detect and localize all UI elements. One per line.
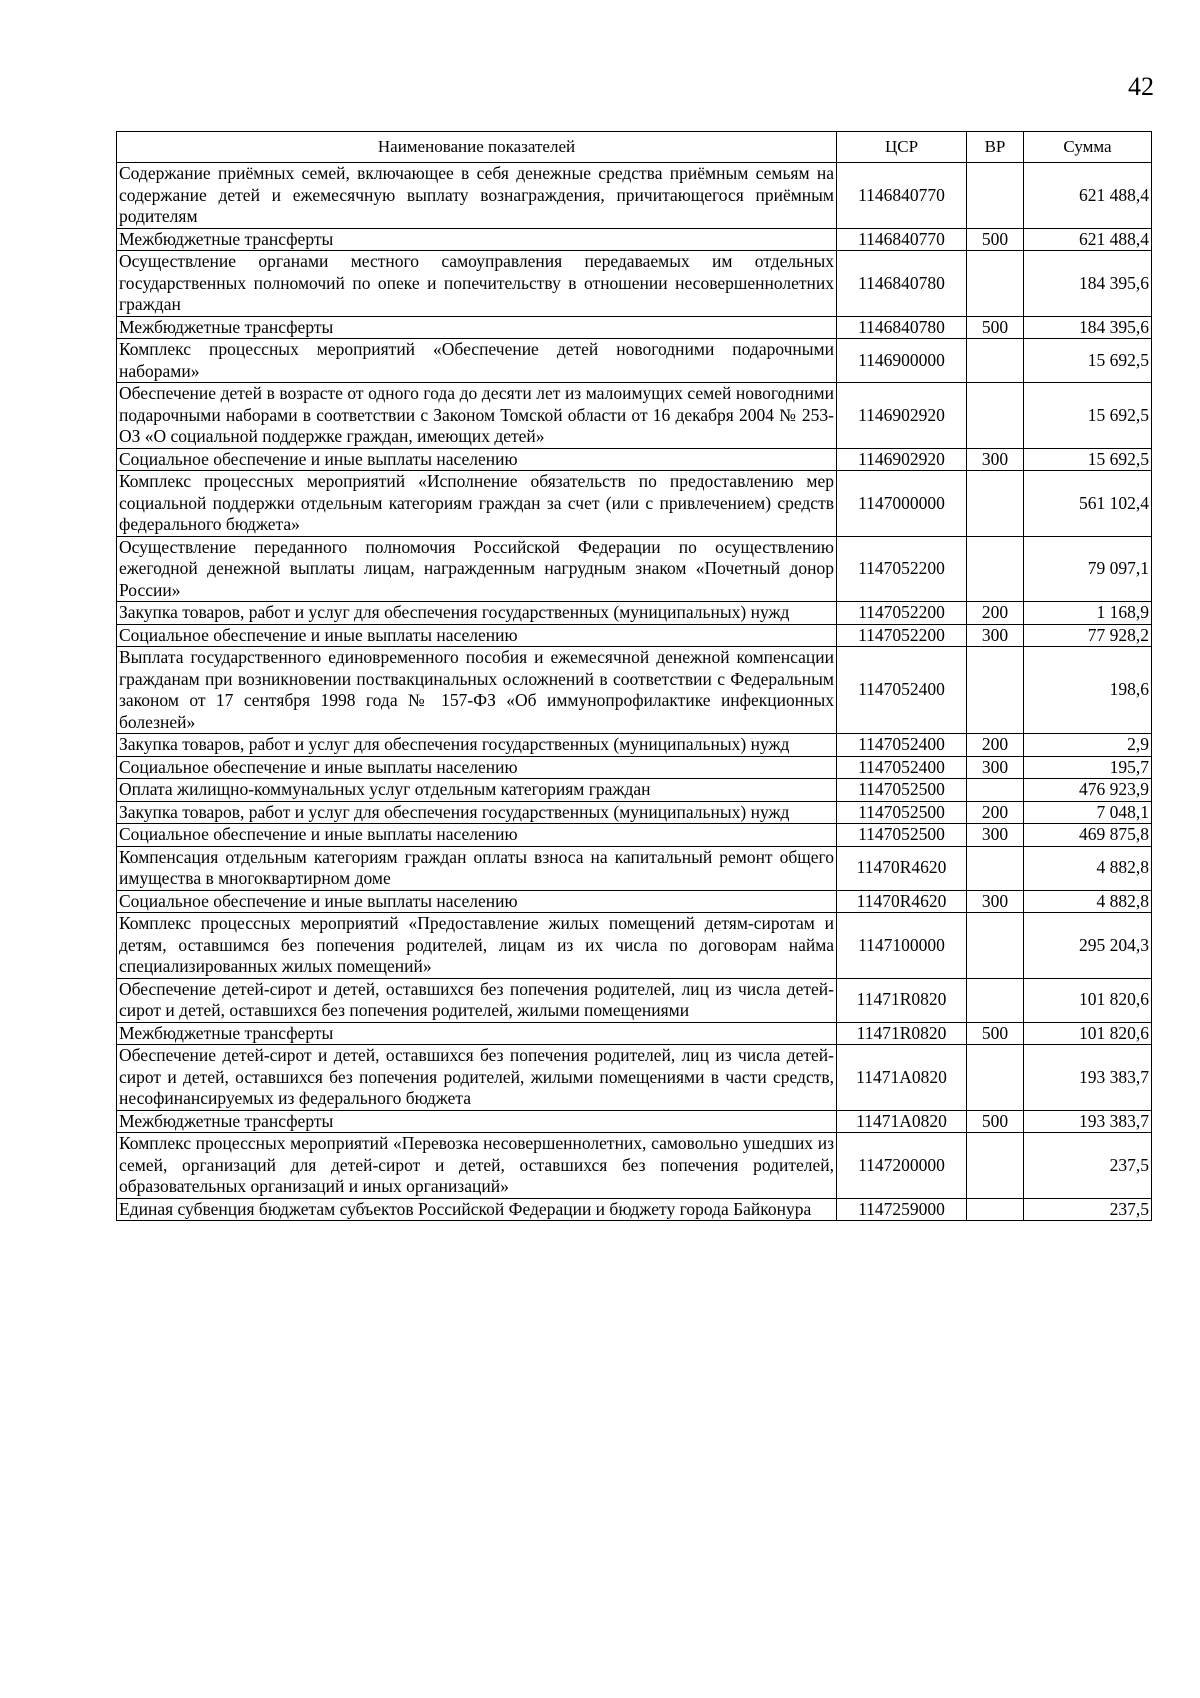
cell-vr: 300: [967, 448, 1024, 471]
cell-name: Обеспечение детей-сирот и детей, оставшихся без попечения родителей, лиц из числа детей-сирот и детей, оставшихся без попечения родителей, жилыми помещениями в части средств, несофинансируемых из федерального бюджета: [117, 1045, 837, 1111]
table-row: [117, 624, 1152, 647]
cell-sum: 4 882,8: [1024, 846, 1152, 890]
cell-name: Межбюджетные трансферты: [117, 1110, 837, 1133]
cell-sum: 15 692,5: [1024, 448, 1152, 471]
cell-name: Комплекс процессных мероприятий «Обеспечение детей новогодними подарочными наборами»: [117, 339, 837, 383]
cell-csr: 1147052500: [837, 824, 967, 847]
cell-csr: 1147100000: [837, 913, 967, 979]
cell-vr: 300: [967, 824, 1024, 847]
cell-csr: 11471A0820: [837, 1045, 967, 1111]
table-row: [117, 1110, 1152, 1133]
page-number: 42: [1128, 72, 1154, 101]
cell-vr: 300: [967, 890, 1024, 913]
cell-name: Закупка товаров, работ и услуг для обеспечения государственных (муниципальных) нужд: [117, 734, 837, 757]
cell-csr: 1146840780: [837, 251, 967, 317]
cell-csr: 11471R0820: [837, 978, 967, 1022]
cell-sum: 237,5: [1024, 1133, 1152, 1199]
cell-vr: 500: [967, 316, 1024, 339]
table-row: [117, 602, 1152, 625]
cell-sum: 184 395,6: [1024, 316, 1152, 339]
cell-name: Обеспечение детей в возрасте от одного года до десяти лет из малоимущих семей новогодними подарочными наборами в соответствии с Законом Томской области от 16 декабря 2004 № 253-ОЗ «О социальной поддержке граждан, имеющих детей»: [117, 383, 837, 449]
cell-vr: [967, 339, 1024, 383]
cell-vr: 300: [967, 756, 1024, 779]
cell-vr: [967, 383, 1024, 449]
cell-csr: 11471A0820: [837, 1110, 967, 1133]
cell-sum: 237,5: [1024, 1198, 1152, 1221]
header-name: Наименование показателей: [117, 132, 837, 163]
cell-sum: 193 383,7: [1024, 1110, 1152, 1133]
cell-vr: [967, 1133, 1024, 1199]
cell-name: Социальное обеспечение и иные выплаты населению: [117, 448, 837, 471]
cell-csr: 1147259000: [837, 1198, 967, 1221]
cell-sum: 469 875,8: [1024, 824, 1152, 847]
cell-vr: [967, 846, 1024, 890]
cell-vr: [967, 779, 1024, 802]
cell-csr: 1146900000: [837, 339, 967, 383]
cell-name: Межбюджетные трансферты: [117, 228, 837, 251]
header-sum: Сумма: [1024, 132, 1152, 163]
cell-vr: [967, 1045, 1024, 1111]
cell-sum: 77 928,2: [1024, 624, 1152, 647]
table-row: [117, 756, 1152, 779]
cell-csr: 1146840770: [837, 163, 967, 229]
cell-vr: 500: [967, 228, 1024, 251]
cell-csr: 11471R0820: [837, 1022, 967, 1045]
cell-name: Выплата государственного единовременного пособия и ежемесячной денежной компенсации гражданам при возникновении поствакцинальных осложнений в соответствии с Федеральным законом от 17 сентября 1998 года № 157-ФЗ «Об иммунопрофилактике инфекционных болезней»: [117, 647, 837, 734]
cell-vr: [967, 163, 1024, 229]
cell-sum: 621 488,4: [1024, 163, 1152, 229]
cell-name: Социальное обеспечение и иные выплаты населению: [117, 756, 837, 779]
cell-sum: 198,6: [1024, 647, 1152, 734]
cell-name: Социальное обеспечение и иные выплаты населению: [117, 824, 837, 847]
cell-vr: [967, 471, 1024, 537]
cell-sum: 295 204,3: [1024, 913, 1152, 979]
cell-name: Закупка товаров, работ и услуг для обеспечения государственных (муниципальных) нужд: [117, 602, 837, 625]
cell-vr: [967, 647, 1024, 734]
cell-sum: 4 882,8: [1024, 890, 1152, 913]
cell-name: Единая субвенция бюджетам субъектов Российской Федерации и бюджету города Байконура: [117, 1198, 837, 1221]
cell-name: Оплата жилищно-коммунальных услуг отдельным категориям граждан: [117, 779, 837, 802]
cell-csr: 1147052400: [837, 734, 967, 757]
table-row: [117, 316, 1152, 339]
table-row: [117, 913, 1152, 979]
cell-name: Социальное обеспечение и иные выплаты населению: [117, 624, 837, 647]
cell-csr: 1147052500: [837, 801, 967, 824]
cell-sum: 561 102,4: [1024, 471, 1152, 537]
table-row: [117, 890, 1152, 913]
cell-vr: 300: [967, 624, 1024, 647]
table-row: [117, 1045, 1152, 1111]
cell-sum: 621 488,4: [1024, 228, 1152, 251]
table-row: [117, 1022, 1152, 1045]
cell-csr: 1147052200: [837, 536, 967, 602]
cell-name: Комплекс процессных мероприятий «Перевозка несовершеннолетних, самовольно ушедших из семей, организаций для детей-сирот и детей, оставшихся без попечения родителей, образовательных организаций и иных организаций»: [117, 1133, 837, 1199]
cell-csr: 1147052400: [837, 756, 967, 779]
table-row: [117, 339, 1152, 383]
cell-name: Осуществление переданного полномочия Российской Федерации по осуществлению ежегодной денежной выплаты лицам, награжденным нагрудным знаком «Почетный донор России»: [117, 536, 837, 602]
cell-name: Закупка товаров, работ и услуг для обеспечения государственных (муниципальных) нужд: [117, 801, 837, 824]
table-body: [117, 163, 1152, 1221]
cell-vr: 200: [967, 734, 1024, 757]
table-row: [117, 801, 1152, 824]
table-row: [117, 448, 1152, 471]
cell-vr: [967, 536, 1024, 602]
cell-name: Комплекс процессных мероприятий «Исполнение обязательств по предоставлению мер социальной поддержки отдельным категориям граждан за счет (или с привлечением) средств федерального бюджета»: [117, 471, 837, 537]
cell-sum: 101 820,6: [1024, 978, 1152, 1022]
cell-name: Обеспечение детей-сирот и детей, оставшихся без попечения родителей, лиц из числа детей-сирот и детей, оставшихся без попечения родителей, жилыми помещениями: [117, 978, 837, 1022]
cell-vr: 500: [967, 1110, 1024, 1133]
cell-name: Социальное обеспечение и иные выплаты населению: [117, 890, 837, 913]
cell-sum: 2,9: [1024, 734, 1152, 757]
cell-sum: 15 692,5: [1024, 339, 1152, 383]
cell-csr: 11470R4620: [837, 846, 967, 890]
cell-name: Содержание приёмных семей, включающее в себя денежные средства приёмным семьям на содержание детей и ежемесячную выплату вознаграждения, причитающегося приёмным родителям: [117, 163, 837, 229]
table-row: [117, 228, 1152, 251]
table-row: [117, 978, 1152, 1022]
cell-sum: 476 923,9: [1024, 779, 1152, 802]
cell-csr: 1146902920: [837, 448, 967, 471]
table-row: [117, 1133, 1152, 1199]
cell-name: Осуществление органами местного самоуправления передаваемых им отдельных государственных полномочий по опеке и попечительству в отношении несовершеннолетних граждан: [117, 251, 837, 317]
cell-sum: 193 383,7: [1024, 1045, 1152, 1111]
cell-csr: 1147052200: [837, 624, 967, 647]
header-csr: ЦСР: [837, 132, 967, 163]
table-row: [117, 647, 1152, 734]
table-row: [117, 471, 1152, 537]
cell-name: Межбюджетные трансферты: [117, 1022, 837, 1045]
cell-csr: 1147000000: [837, 471, 967, 537]
table-row: [117, 779, 1152, 802]
cell-vr: 500: [967, 1022, 1024, 1045]
table-row: [117, 383, 1152, 449]
cell-vr: 200: [967, 602, 1024, 625]
table-row: [117, 251, 1152, 317]
cell-vr: [967, 1198, 1024, 1221]
cell-name: Компенсация отдельным категориям граждан оплаты взноса на капитальный ремонт общего имущества в многоквартирном доме: [117, 846, 837, 890]
cell-sum: 79 097,1: [1024, 536, 1152, 602]
cell-csr: 1146840780: [837, 316, 967, 339]
cell-csr: 1147200000: [837, 1133, 967, 1199]
cell-name: Комплекс процессных мероприятий «Предоставление жилых помещений детям-сиротам и детям, оставшимся без попечения родителей, лицам из их числа по договорам найма специализированных жилых помещений»: [117, 913, 837, 979]
table-row: [117, 846, 1152, 890]
cell-csr: 1147052400: [837, 647, 967, 734]
table-row: [117, 824, 1152, 847]
cell-csr: 11470R4620: [837, 890, 967, 913]
table-row: [117, 163, 1152, 229]
cell-sum: 195,7: [1024, 756, 1152, 779]
cell-vr: [967, 913, 1024, 979]
cell-sum: 1 168,9: [1024, 602, 1152, 625]
table-row: [117, 734, 1152, 757]
cell-vr: [967, 251, 1024, 317]
budget-table: [116, 131, 1152, 1221]
cell-csr: 1147052500: [837, 779, 967, 802]
cell-name: Межбюджетные трансферты: [117, 316, 837, 339]
table-row: [117, 1198, 1152, 1221]
header-vr: ВР: [967, 132, 1024, 163]
cell-vr: [967, 978, 1024, 1022]
cell-csr: 1147052200: [837, 602, 967, 625]
cell-sum: 101 820,6: [1024, 1022, 1152, 1045]
cell-sum: 184 395,6: [1024, 251, 1152, 317]
table-row: [117, 536, 1152, 602]
table-header-row: [117, 132, 1152, 163]
cell-csr: 1146840770: [837, 228, 967, 251]
cell-sum: 7 048,1: [1024, 801, 1152, 824]
cell-csr: 1146902920: [837, 383, 967, 449]
cell-sum: 15 692,5: [1024, 383, 1152, 449]
cell-vr: 200: [967, 801, 1024, 824]
